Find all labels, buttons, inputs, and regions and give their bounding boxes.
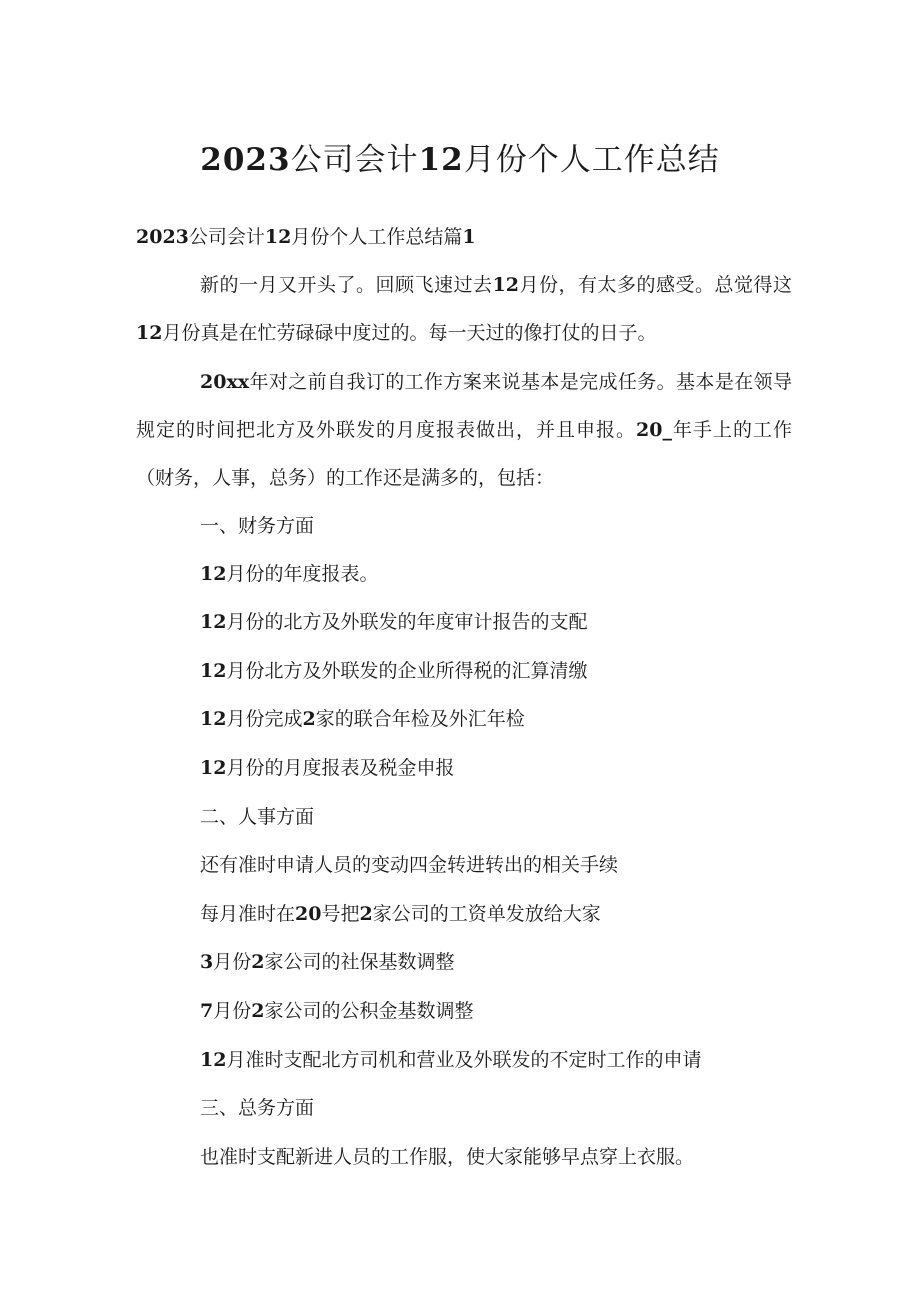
list-item: 7月份2家公司的公积金基数调整 [200, 1000, 474, 1022]
list-item: 每月准时在20号把2家公司的工资单发放给大家 [200, 903, 601, 925]
heading-general-affairs: 三、总务方面 [200, 1097, 315, 1119]
list-item: 12月份的年度报表。 [200, 563, 379, 585]
list-item: 12月份的北方及外联发的年度审计报告的支配 [200, 611, 588, 633]
list-item: 3月份2家公司的社保基数调整 [200, 951, 455, 973]
paragraph-intro: 新的一月又开头了。回顾飞速过去12月份，有太多的感受。总觉得这12月份真是在忙劳碌碌中度过的。每一天过的像打仗的日子。 [136, 274, 792, 344]
list-item: 12月份北方及外联发的企业所得税的汇算清缴 [200, 660, 588, 682]
paragraph-plan: 20xx年对之前自我订的工作方案来说基本是完成任务。基本是在领导规定的时间把北方及外联发的月度报表做出，并且申报。20_年手上的工作（财务，人事，总务）的工作还是满多的，包括： [136, 371, 792, 489]
list-item: 还有准时申请人员的变动四金转进转出的相关手续 [200, 854, 619, 876]
list-item: 12月份完成2家的联合年检及外汇年检 [200, 708, 525, 730]
list-item: 12月份的月度报表及税金申报 [200, 757, 455, 779]
heading-finance: 一、财务方面 [200, 515, 315, 537]
heading-hr: 二、人事方面 [200, 806, 315, 828]
list-item: 也准时支配新进人员的工作服，使大家能够早点穿上衣服。 [200, 1146, 695, 1168]
document-title: 2023公司会计12月份个人工作总结 [200, 142, 720, 178]
list-item: 12月准时支配北方司机和营业及外联发的不定时工作的申请 [200, 1049, 702, 1071]
section-heading: 2023公司会计12月份个人工作总结篇1 [136, 226, 476, 248]
